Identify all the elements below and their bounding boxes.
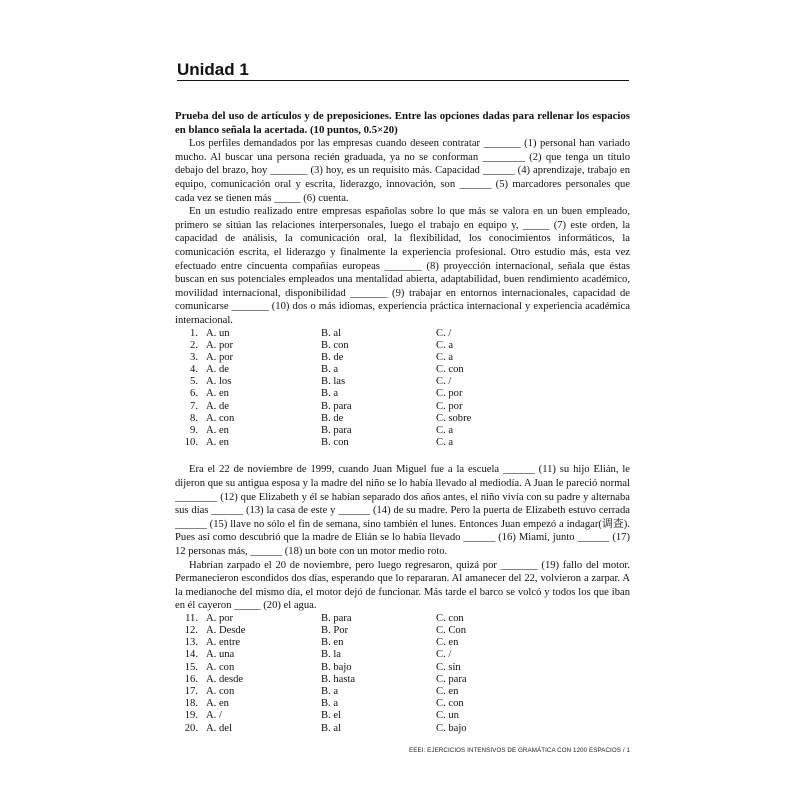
option-c: C. sin	[436, 661, 461, 673]
option-row	[175, 625, 630, 637]
option-a: A. del	[206, 722, 232, 734]
option-row	[175, 364, 630, 376]
option-row	[175, 413, 630, 425]
option-a: A. entre	[206, 637, 241, 649]
option-a: A. de	[206, 364, 229, 376]
option-number: 20.	[184, 722, 198, 734]
option-a: A. /	[206, 710, 222, 722]
section1-paragraph-1: Los perfiles demandados por las empresas cuando deseen contratar _______ (1) personal han variado mucho. Al buscar una persona recién graduada, ya no se conforman ________ (2) que tenga un título debajo del brazo, hoy _______ (3) hoy, es un requisito más. Capacidad ______ (4) aprendizaje, trabajo en equipo, comunicación oral y escrita, liderazgo, innovación, son ______ (5) marcadores personales que cada vez se tienen más _____ (6) cuenta.	[175, 138, 630, 204]
option-b: B. para	[321, 612, 352, 624]
option-number: 9.	[190, 425, 198, 436]
option-c: C. en	[436, 637, 459, 649]
section1-paragraph-2: En un estudio realizado entre empresas españolas sobre lo que más se valora en un buen empleado, primero se sitúan las relaciones interpersonales, luego el trabajo en equipo y, _____ (7) este orden, la capacidad de análisis, la comunicación oral, la flexibilidad, los conocimientos informáticos, la comunicación escrita, el liderazgo y finalmente la experiencia profesional. Otro estudio más, esta vez efectuado entre cincuenta compañías europeas _______ (8) proyección internacional, señala que éstas buscan en sus potenciales empleados una mentalidad abierta, adaptabilidad, buen rendimiento académico, movilidad internacional, disponibilidad _______ (9) trabajar en entornos internacionales, capacidad de comunicarse _______ (10) dos o más idiomas, experiencia práctica internacional y experiencia académica internacional.	[175, 206, 630, 326]
option-a: A. desde	[206, 673, 244, 685]
option-number: 14.	[184, 649, 198, 661]
option-b: B. hasta	[321, 673, 356, 685]
option-c: C. con	[436, 612, 464, 624]
option-a: A. un	[206, 327, 230, 339]
option-b: B. a	[321, 364, 339, 376]
option-number: 7.	[190, 400, 198, 412]
option-c: C. /	[436, 649, 452, 661]
option-row	[175, 723, 630, 735]
option-number: 2.	[190, 339, 198, 351]
option-number: 8.	[190, 412, 198, 424]
option-b: B. bajo	[321, 661, 352, 673]
option-row	[175, 328, 630, 340]
option-number: 1.	[190, 327, 198, 339]
option-b: B. al	[321, 722, 342, 734]
option-b: B. de	[321, 412, 344, 424]
unit-title: Unidad 1	[177, 60, 629, 81]
option-a: A. por	[206, 612, 234, 624]
option-row	[175, 674, 630, 686]
option-row	[175, 613, 630, 625]
option-row	[175, 352, 630, 364]
option-row	[175, 376, 630, 388]
option-b: B. a	[321, 388, 339, 400]
option-b: B. Por	[321, 625, 349, 637]
option-b: B. de	[321, 351, 344, 363]
option-number: 4.	[190, 364, 198, 376]
option-b: B. a	[321, 698, 339, 710]
option-number: 16.	[184, 673, 198, 685]
option-a: A. en	[206, 425, 229, 436]
option-number: 3.	[190, 351, 198, 363]
section2-options	[175, 613, 630, 735]
option-b: B. con	[321, 339, 349, 351]
option-b: B. a	[321, 686, 339, 698]
option-number: 17.	[184, 686, 198, 698]
option-a: A. Desde	[206, 625, 246, 637]
option-b: B. las	[321, 376, 346, 388]
option-c: C. a	[436, 351, 454, 363]
instructions: Prueba del uso de artículos y de preposiciones. Entre las opciones dadas para rellenar los espacios en blanco señala la acertada. (10 puntos, 0.5×20)	[175, 110, 630, 136]
option-c: C. a	[436, 339, 454, 351]
option-a: A. en	[206, 698, 229, 710]
option-c: C. sobre	[436, 412, 472, 424]
option-row	[175, 401, 630, 413]
option-a: A. en	[206, 437, 229, 449]
option-b: B. el	[321, 710, 342, 722]
option-number: 11.	[185, 612, 198, 624]
option-number: 15.	[184, 661, 198, 673]
option-b: B. con	[321, 437, 349, 449]
option-number: 6.	[190, 388, 198, 400]
option-a: A. los	[206, 376, 232, 388]
option-b: B. para	[321, 425, 352, 436]
option-row	[175, 637, 630, 649]
section2-paragraph-1: Era el 22 de noviembre de 1999, cuando Juan Miguel fue a la escuela ______ (11) su hijo Elián, le dijeron que su antigua esposa y la madre del niño se lo había llevado al mediodía. A Juan le pareció normal ________ (12) que Elizabeth y él se habían separado dos años antes, el niño vivía con su padre y alternaba sus días ______ (13) la casa de este y ______ (14) de su madre. Pero la puerta de Elizabeth estuvo cerrada ______ (15) llave no sólo el fin de semana, sino también el lunes. Entonces Juan empezó a indagar(调查). Pues así como descubrió que la madre de Elián se lo había llevado ______ (16) Miami, junto ______ (17) 12 personas más, ______ (18) un bote con un motor medio roto.	[175, 464, 630, 557]
option-row	[175, 662, 630, 674]
option-c: C. bajo	[436, 722, 467, 734]
option-c: C. con	[436, 364, 464, 376]
option-b: B. la	[321, 649, 342, 661]
exercise-content	[175, 110, 630, 735]
option-row	[175, 425, 630, 437]
page-footer: EEEI: EJERCICIOS INTENSIVOS DE GRAMÁTICA CON 1200 ESPACIOS / 1	[409, 747, 630, 754]
option-c: C. /	[436, 327, 452, 339]
option-a: A. de	[206, 400, 229, 412]
option-c: C. por	[436, 400, 463, 412]
option-number: 12.	[184, 625, 198, 637]
option-c: C. para	[436, 673, 467, 685]
option-row	[175, 649, 630, 661]
option-c: C. Con	[436, 625, 467, 637]
option-row	[175, 340, 630, 352]
option-c: C. /	[436, 376, 452, 388]
option-number: 18.	[184, 698, 198, 710]
option-a: A. con	[206, 661, 235, 673]
option-number: 10.	[184, 437, 198, 449]
option-row	[175, 698, 630, 710]
option-a: A. con	[206, 686, 235, 698]
section1-options	[175, 328, 630, 450]
option-row	[175, 710, 630, 722]
option-a: A. una	[206, 649, 235, 661]
section2-paragraph-2: Habrían zarpado el 20 de noviembre, pero luego regresaron, quizá por _______ (19) fallo del motor. Permanecieron escondidos dos días, esperando que lo repararan. Al amanecer del 22, volvieron a zarpar. A la medianoche del mismo día, el motor dejó de funcionar. Más tarde el barco se volcó y todos los que iban en él cayeron _____ (20) el agua.	[175, 559, 630, 612]
option-row	[175, 388, 630, 400]
option-c: C. por	[436, 388, 463, 400]
option-a: A. con	[206, 412, 235, 424]
option-number: 13.	[184, 637, 198, 649]
option-b: B. al	[321, 327, 342, 339]
option-c: C. un	[436, 710, 459, 722]
option-a: A. por	[206, 351, 234, 363]
option-c: C. con	[436, 698, 464, 710]
option-row	[175, 686, 630, 698]
option-b: B. en	[321, 637, 344, 649]
option-number: 19.	[184, 710, 198, 722]
option-b: B. para	[321, 400, 352, 412]
option-row	[175, 437, 630, 449]
option-c: C. a	[436, 425, 454, 436]
option-a: A. por	[206, 339, 234, 351]
option-c: C. a	[436, 437, 454, 449]
option-a: A. en	[206, 388, 229, 400]
option-number: 5.	[190, 376, 198, 388]
option-c: C. en	[436, 686, 459, 698]
